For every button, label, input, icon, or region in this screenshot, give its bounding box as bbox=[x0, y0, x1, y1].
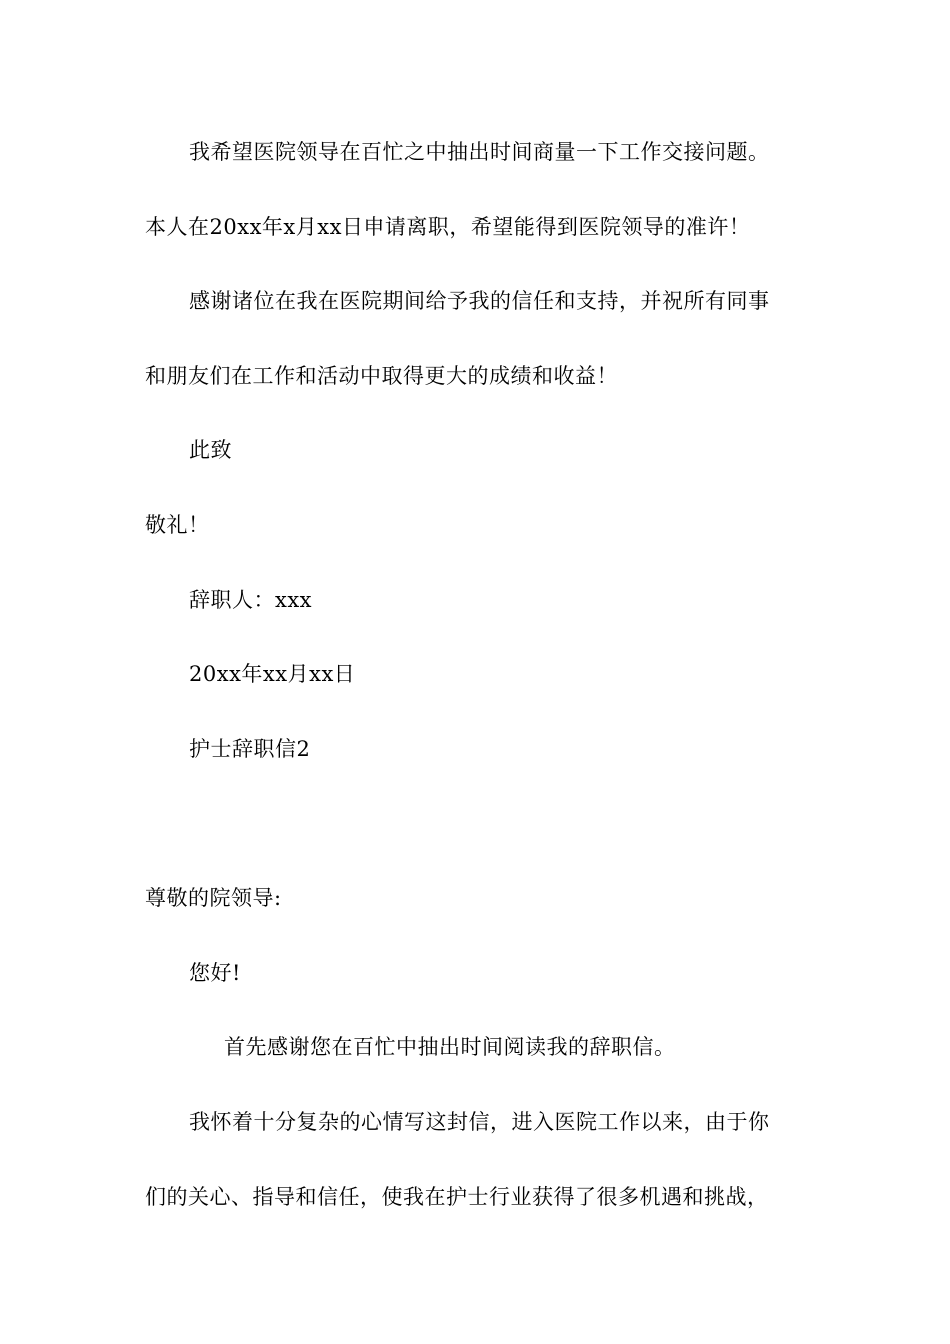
section-title: 护士辞职信2 bbox=[189, 737, 311, 761]
paragraph-line: 首先感谢您在百忙中抽出时间阅读我的辞职信。 bbox=[224, 1035, 676, 1059]
closing-salutation: 此致 bbox=[189, 438, 232, 462]
signature-name: 辞职人：xxx bbox=[189, 588, 313, 612]
paragraph-line: 感谢诸位在我在医院期间给予我的信任和支持，并祝所有同事 bbox=[189, 289, 770, 313]
signature-date: 20xx年xx月xx日 bbox=[189, 662, 356, 686]
paragraph-line: 们的关心、指导和信任，使我在护士行业获得了很多机遇和挑战， bbox=[145, 1185, 769, 1209]
paragraph-line: 我希望医院领导在百忙之中抽出时间商量一下工作交接问题。 bbox=[189, 140, 770, 164]
closing-regards: 敬礼！ bbox=[145, 513, 210, 537]
letter-greeting: 尊敬的院领导: bbox=[145, 886, 282, 910]
paragraph-line: 本人在20xx年x月xx日申请离职，希望能得到医院领导的准许！ bbox=[145, 215, 751, 239]
letter-hello: 您好! bbox=[189, 961, 241, 985]
paragraph-line: 我怀着十分复杂的心情写这封信，进入医院工作以来，由于你 bbox=[189, 1110, 770, 1134]
paragraph-line: 和朋友们在工作和活动中取得更大的成绩和收益！ bbox=[145, 364, 618, 388]
